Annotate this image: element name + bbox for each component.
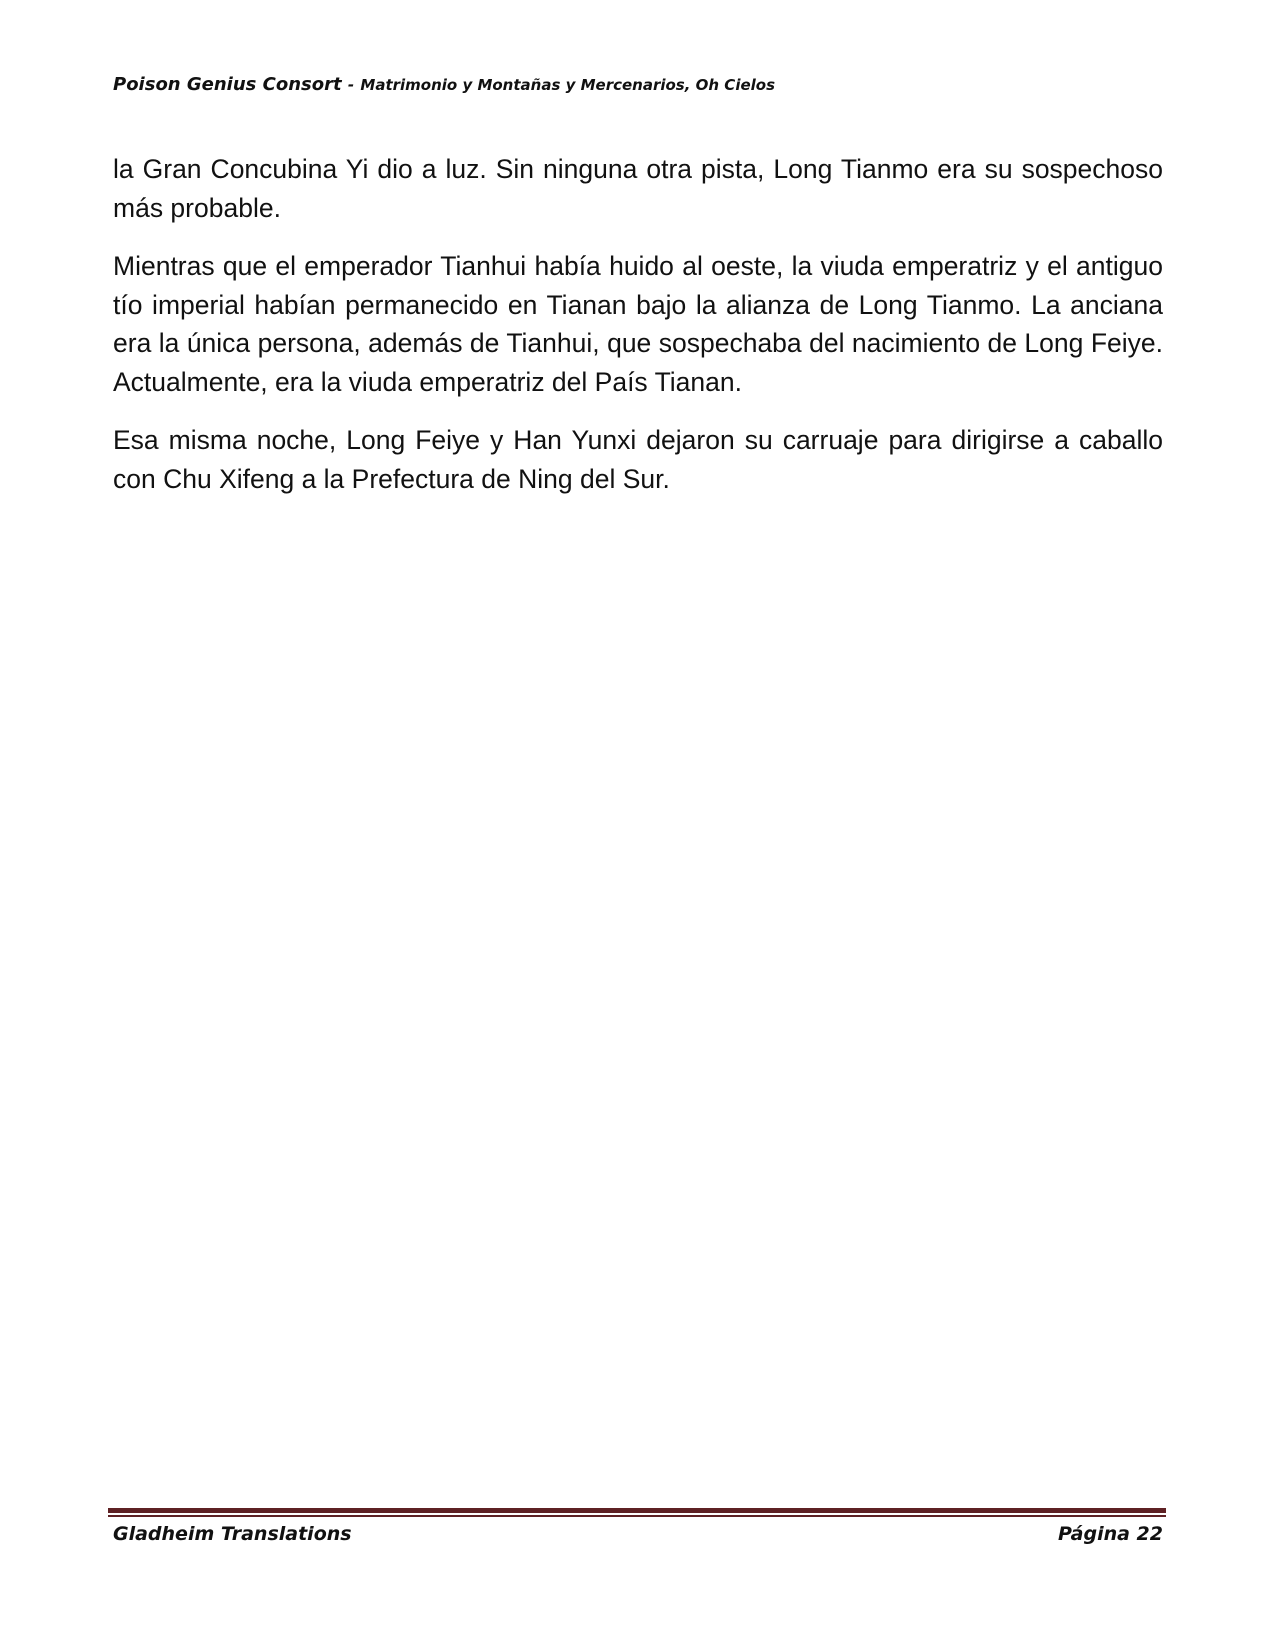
footer-divider-thick [108,1508,1166,1513]
book-title: Poison Genius Consort [113,74,342,95]
page-header [113,74,1163,95]
page-body [113,150,1163,518]
header-separator: - [347,76,355,94]
chapter-title: Matrimonio y Montañas y Mercenarios, Oh Cielos [360,76,776,94]
page-number: Página 22 [1057,1523,1163,1545]
footer-divider [108,1508,1166,1517]
footer-divider-thin [108,1515,1166,1517]
publisher-name: Gladheim Translations [113,1523,352,1545]
paragraph: Esa misma noche, Long Feiye y Han Yunxi dejaron su carruaje para dirigirse a caballo con Chu Xifeng a la Prefectura de Ning del Sur. [113,425,1163,494]
paragraph: Mientras que el emperador Tianhui había huido al oeste, la viuda emperatriz y el antiguo tío imperial habían permanecido en Tianan bajo la alianza de Long Tianmo. La anciana era la única persona, además de Tianhui, que sospechaba del nacimiento de Long Feiye. Actualmente, era la viuda emperatriz del País Tianan. [113,251,1163,397]
page-footer [113,1523,1163,1545]
paragraph: la Gran Concubina Yi dio a luz. Sin ninguna otra pista, Long Tianmo era su sospechoso más probable. [113,154,1163,223]
